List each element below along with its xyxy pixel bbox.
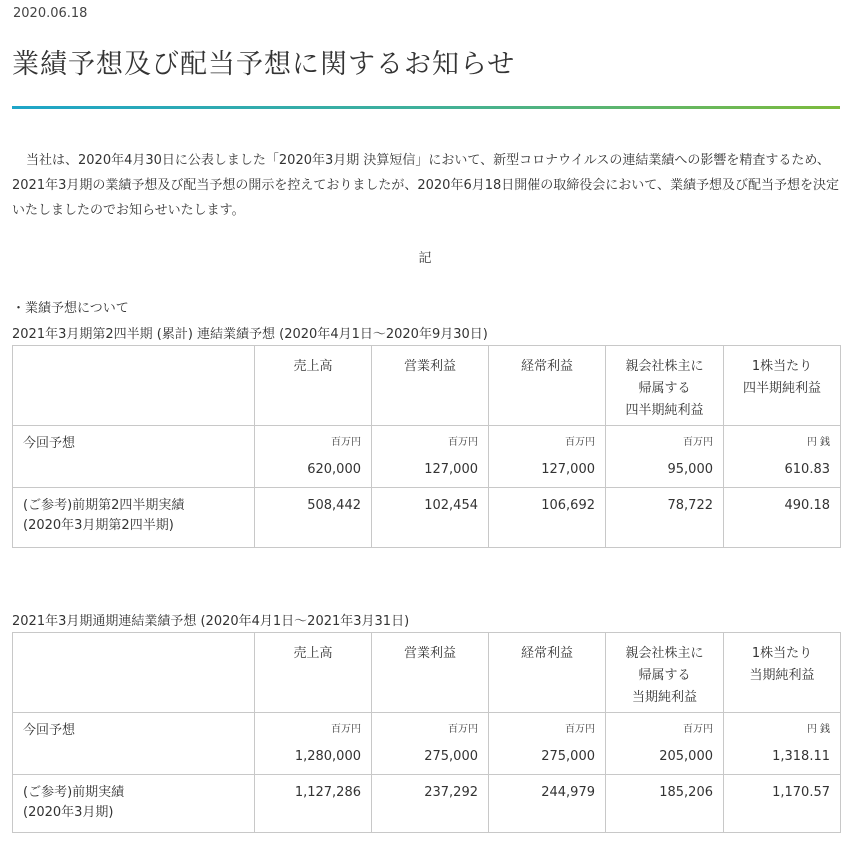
value-cell: 百万円 127,000 [372, 426, 489, 488]
table2-header: 売上高 [255, 633, 372, 713]
row-label: 今回予想 [13, 713, 255, 775]
value-cell: 百万円 205,000 [606, 713, 724, 775]
table-row [13, 426, 841, 488]
value-cell: 1,127,286 [255, 775, 372, 833]
row-label: 今回予想 [13, 426, 255, 488]
table2-title: 2021年3月期通期連結業績予想 (2020年4月1日～2021年3月31日) [12, 614, 410, 629]
table1-header: 売上高 [255, 346, 372, 426]
intro-paragraph: 当社は、2020年4月30日に公表しました「2020年3月期 決算短信」において、新型コロナウイルスの連結業績への影響を精査するため、2021年3月期の業績予想及び配当予想の開示を控えておりましたが、2020年6月18日開催の取締役会において、業績予想及び配当予想を決定いたしましたのでお知らせいたします。 [12, 153, 839, 218]
value-cell: 百万円 127,000 [489, 426, 606, 488]
table1-corner [13, 346, 255, 426]
table1-header-row [13, 346, 841, 426]
table2-corner [13, 633, 255, 713]
value-cell: 百万円 620,000 [255, 426, 372, 488]
section-label: ・業績予想について [12, 301, 129, 316]
table2 [12, 632, 841, 833]
table1-header: 経常利益 [489, 346, 606, 426]
value-cell: 円 銭 610.83 [724, 426, 841, 488]
value-cell: 244,979 [489, 775, 606, 833]
table1 [12, 345, 841, 548]
value-cell: 百万円 1,280,000 [255, 713, 372, 775]
row-label: (ご参考)前期実績 (2020年3月期) [13, 775, 255, 833]
value-cell: 237,292 [372, 775, 489, 833]
value-cell: 78,722 [606, 488, 724, 548]
title-underline [12, 106, 840, 109]
value-cell: 百万円 275,000 [372, 713, 489, 775]
value-cell: 185,206 [606, 775, 724, 833]
table1-title: 2021年3月期第2四半期 (累計) 連結業績予想 (2020年4月1日～2020年9月30日) [12, 327, 488, 342]
table1-header: 親会社株主に 帰属する 四半期純利益 [606, 346, 724, 426]
table2-header-row [13, 633, 841, 713]
table2-header: 経常利益 [489, 633, 606, 713]
table-row [13, 488, 841, 548]
value-cell: 102,454 [372, 488, 489, 548]
table2-header: 営業利益 [372, 633, 489, 713]
value-cell: 490.18 [724, 488, 841, 548]
table1-header: 営業利益 [372, 346, 489, 426]
value-cell: 106,692 [489, 488, 606, 548]
value-cell: 508,442 [255, 488, 372, 548]
table2-header: 1株当たり 当期純利益 [724, 633, 841, 713]
value-cell: 円 銭 1,318.11 [724, 713, 841, 775]
row-label: (ご参考)前期第2四半期実績 (2020年3月期第2四半期) [13, 488, 255, 548]
value-cell: 1,170.57 [724, 775, 841, 833]
table2-header: 親会社株主に 帰属する 当期純利益 [606, 633, 724, 713]
ki-marker: 記 [418, 251, 432, 266]
value-cell: 百万円 275,000 [489, 713, 606, 775]
table-row [13, 713, 841, 775]
value-cell: 百万円 95,000 [606, 426, 724, 488]
table-row [13, 775, 841, 833]
publish-date: 2020.06.18 [13, 6, 88, 21]
page-title: 業績予想及び配当予想に関するお知らせ [12, 49, 516, 80]
table1-header: 1株当たり 四半期純利益 [724, 346, 841, 426]
